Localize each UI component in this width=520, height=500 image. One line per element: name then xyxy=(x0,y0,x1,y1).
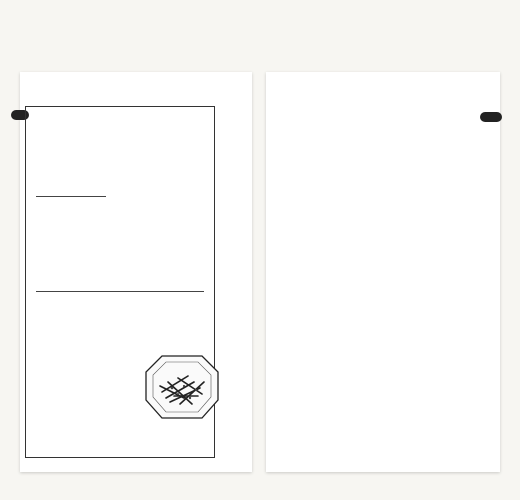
right-page xyxy=(266,72,500,472)
kitchen-science-badge xyxy=(480,112,502,122)
ingredients-divider xyxy=(36,196,106,197)
spinach-bowl-illustration xyxy=(144,352,220,422)
nutrient-bar-chart xyxy=(354,334,458,398)
article-body xyxy=(324,117,452,313)
method-divider xyxy=(36,291,204,292)
left-page xyxy=(20,72,252,472)
